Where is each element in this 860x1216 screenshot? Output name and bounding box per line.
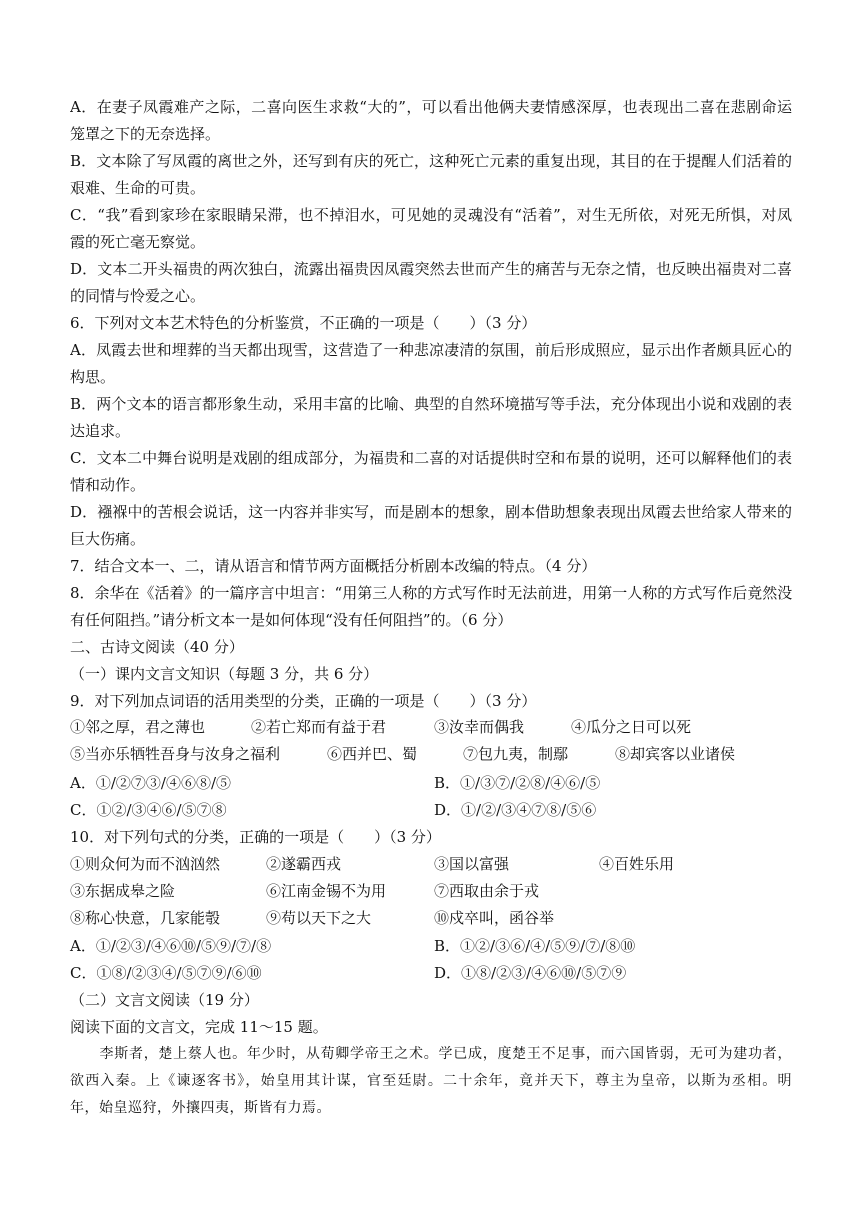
passage-line-2: 欲西入秦。上《谏逐客书》，始皇用其计谋，官至廷尉。二十余年，竟并天下，尊主为皇帝，以斯为丞相。明 xyxy=(70,1073,792,1089)
q10-choice-d: D．①⑧/②③/④⑥⑩/⑤⑦⑨ xyxy=(434,964,627,982)
q6-option-d-line1: D．襁褓中的苦根会说话，这一内容并非实写，而是剧本的想象，剧本借助想象表现出凤霞去世给家人带来的 xyxy=(70,503,792,521)
q5-option-c-line2: 霞的死亡毫无察觉。 xyxy=(70,233,206,251)
q9-item-5: ⑤当亦乐牺牲吾身与汝身之福利 xyxy=(70,745,281,763)
q6-option-b-line2: 达追求。 xyxy=(70,422,131,440)
passage-line-3: 年，始皇巡狩，外攘四夷，斯皆有力焉。 xyxy=(70,1100,331,1116)
q9-choice-a: A．①/②⑦③/④⑥⑧/⑤ xyxy=(70,774,231,792)
q5-option-c-line1: C．“我”看到家珍在家眼睛呆滞，也不掉泪水，可见她的灵魂没有“活着”，对生无所依，对死无所惧，对凤 xyxy=(70,206,792,224)
q10-item-10: ⑩戍卒叫，函谷举 xyxy=(434,909,555,927)
q9-item-8: ⑧却宾客以业诸侯 xyxy=(615,745,736,763)
q9-item-6: ⑥西并巴、蜀 xyxy=(327,745,418,763)
q9-choice-d: D．①/②/③④⑦⑧/⑤⑥ xyxy=(434,801,597,819)
q10-item-8: ⑧称心快意，几家能彀 xyxy=(70,909,221,927)
q10-item-6: ⑥江南金锡不为用 xyxy=(266,882,387,900)
q10-item-7: ⑦西取由余于戎 xyxy=(434,882,540,900)
q5-option-a-line1: A．在妻子凤霞难产之际，二喜向医生求救“大的”，可以看出他俩夫妻情感深厚，也表现出二喜在悲剧命运 xyxy=(70,98,792,116)
q7-stem: 7．结合文本一、二，请从语言和情节两方面概括分析剧本改编的特点。（4 分） xyxy=(70,557,597,575)
q6-option-b-line1: B．两个文本的语言都形象生动，采用丰富的比喻、典型的自然环境描写等手法，充分体现出小说和戏剧的表 xyxy=(70,395,792,413)
q5-option-b-line2: 艰难、生命的可贵。 xyxy=(70,179,206,197)
passage-line-1: 李斯者，楚上蔡人也。年少时，从荀卿学帝王之术。学已成，度楚王不足事，而六国皆弱，无可为建功者， xyxy=(70,1046,792,1062)
section-2-heading: 二、古诗文阅读（40 分） xyxy=(70,638,244,656)
q10-choice-a: A．①/②③/④⑥⑩/⑤⑨/⑦/⑧ xyxy=(70,937,272,955)
q6-option-a-line1: A．凤霞去世和埋葬的当天都出现雪，这营造了一种悲凉凄清的氛围，前后形成照应，显示出作者颇具匠心的 xyxy=(70,341,792,359)
q8-stem-line2: 有任何阻挡。”请分析文本一是如何体现“没有任何阻挡”的。（6 分） xyxy=(70,611,513,629)
q9-stem: 9．对下列加点词语的活用类型的分类，正确的一项是（ ）（3 分） xyxy=(70,692,537,710)
q6-option-d-line2: 巨大伤痛。 xyxy=(70,530,146,548)
q10-item-5: ③东据成皋之险 xyxy=(70,882,176,900)
q8-stem-line1: 8．余华在《活着》的一篇序言中坦言：“用第三人称的方式写作时无法前进，用第一人称的方式写作后竟然没 xyxy=(70,584,792,602)
q10-choice-c: C．①⑧/②③④/⑤⑦⑨/⑥⑩ xyxy=(70,964,262,982)
q6-option-c-line1: C．文本二中舞台说明是戏剧的组成部分，为福贵和二喜的对话提供时空和布景的说明，还可以解释他们的表 xyxy=(70,449,792,467)
q10-item-3: ③国以富强 xyxy=(434,855,510,873)
subsection-1-heading: （一）课内文言文知识（每题 3 分，共 6 分） xyxy=(70,665,379,683)
q9-item-3: ③汝幸而偶我 xyxy=(434,718,525,736)
q10-item-9: ⑨苟以天下之大 xyxy=(266,909,372,927)
q5-option-d-line1: D．文本二开头福贵的两次独白，流露出福贵因凤霞突然去世而产生的痛苦与无奈之情，也反映出福贵对二喜 xyxy=(70,260,792,278)
q9-item-1: ①邻之厚，君之薄也 xyxy=(70,718,206,736)
reading-instruction: 阅读下面的文言文，完成 11～15 题。 xyxy=(70,1018,328,1036)
q10-choice-b: B．①②/③⑥/④/⑤⑨/⑦/⑧⑩ xyxy=(434,937,636,955)
q10-item-4: ④百姓乐用 xyxy=(599,855,675,873)
q5-option-b-line1: B．文本除了写凤霞的离世之外，还写到有庆的死亡，这种死亡元素的重复出现，其目的在于提醒人们活着的 xyxy=(70,152,792,170)
q9-item-2: ②若亡郑而有益于君 xyxy=(251,718,387,736)
q5-option-a-line2: 笼罩之下的无奈选择。 xyxy=(70,125,221,143)
q10-stem: 10．对下列句式的分类，正确的一项是（ ）（3 分） xyxy=(70,828,441,846)
q6-stem: 6．下列对文本艺术特色的分析鉴赏，不正确的一项是（ ）（3 分） xyxy=(70,314,537,332)
subsection-2-heading: （二）文言文阅读（19 分） xyxy=(70,991,259,1009)
q9-choice-b: B．①/③⑦/②⑧/④⑥/⑤ xyxy=(434,774,601,792)
q5-option-d-line2: 的同情与怜爱之心。 xyxy=(70,287,206,305)
q6-option-a-line2: 构思。 xyxy=(70,368,116,386)
q10-item-2: ②遂霸西戎 xyxy=(266,855,342,873)
q10-item-1: ①则众何为而不汹汹然 xyxy=(70,855,221,873)
q9-item-7: ⑦包九夷，制鄢 xyxy=(463,745,569,763)
q9-item-4: ④瓜分之日可以死 xyxy=(571,718,692,736)
q9-choice-c: C．①②/③④⑥/⑤⑦⑧ xyxy=(70,801,227,819)
q6-option-c-line2: 情和动作。 xyxy=(70,476,146,494)
